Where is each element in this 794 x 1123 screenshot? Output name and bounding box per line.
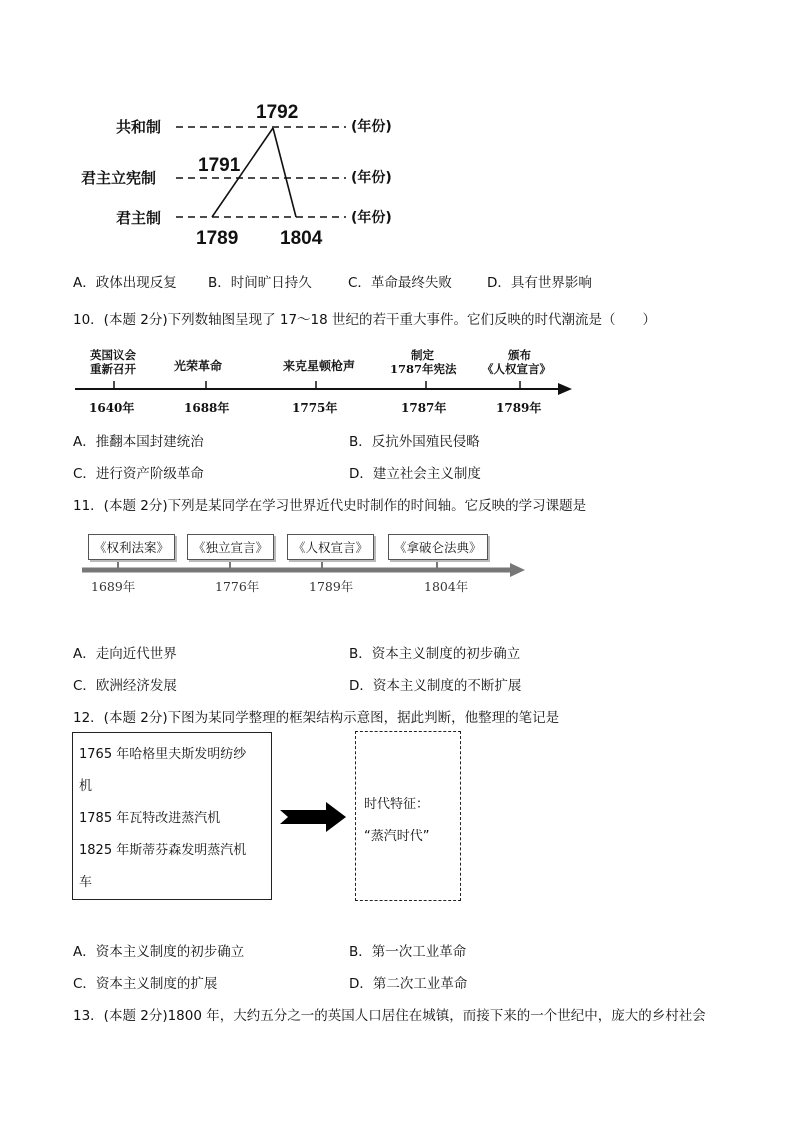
year-unit-1: (年份): [351, 119, 392, 135]
q12-stem: 12．(本题 2分)下图为某同学整理的框架结构示意图，据此判断，他整理的笔记是: [73, 710, 560, 726]
q11-option-d: D．资本主义制度的不断扩展: [349, 678, 522, 694]
q10-event-2: 光荣革命: [174, 359, 223, 373]
q10-event-5-line2: 《人权宣言》: [482, 362, 551, 376]
q12-box-line-5: 车: [79, 875, 93, 890]
q13-stem: 13．(本题 2分)1800 年，大约五分之一的英国人口居住在城镇，而接下来的一个世纪中，庞大的乡村社会: [73, 1008, 706, 1024]
q11-event-1: 《权利法案》: [88, 534, 175, 560]
q12-option-c: C．资本主义制度的扩展: [73, 976, 218, 992]
q10-event-4-line1: 制定: [411, 348, 434, 362]
right-arrow-icon: [280, 802, 348, 832]
q12-option-d: D．第二次工业革命: [349, 976, 468, 992]
row-label-republic: 共和制: [116, 118, 162, 136]
q10-option-a: A．推翻本国封建统治: [73, 434, 204, 450]
q12-box-line-1: 1765 年哈格里夫斯发明纺纱: [79, 747, 247, 762]
row-label-monarchy: 君主制: [116, 209, 162, 227]
q12-inventions-box: [72, 732, 272, 900]
q11-event-3: 《人权宣言》: [287, 534, 374, 560]
q11-year-4: 1804年: [424, 579, 469, 594]
q10-event-5-line1: 颁布: [508, 348, 531, 362]
q10-year-5: 1789年: [496, 401, 542, 415]
q10-year-3: 1775年: [292, 401, 338, 415]
q12-result-line2: “蒸汽时代”: [364, 829, 430, 844]
year-1792: 1792: [256, 102, 299, 123]
year-1804: 1804: [280, 228, 323, 249]
q12-box-line-3: 1785 年瓦特改进蒸汽机: [79, 811, 221, 826]
q11-option-a: A．走向近代世界: [73, 646, 177, 662]
q10-year-4: 1787年: [401, 401, 447, 415]
q11-event-2: 《独立宣言》: [187, 534, 274, 560]
q9-option-d: D．具有世界影响: [487, 275, 592, 291]
q11-year-1: 1689年: [91, 579, 136, 594]
q11-option-b: B．资本主义制度的初步确立: [349, 646, 521, 662]
q10-stem: 10．(本题 2分)下列数轴图呈现了 17～18 世纪的若干重大事件。它们反映的时代潮流是（ ）: [73, 312, 657, 328]
year-unit-3: (年份): [351, 210, 392, 226]
q12-result-line1: 时代特征：: [364, 797, 430, 812]
q10-event-1-line2: 重新召开: [90, 362, 136, 376]
year-1789: 1789: [196, 228, 239, 249]
q10-year-1: 1640年: [89, 401, 135, 415]
q11-stem: 11．(本题 2分)下列是某同学在学习世界近代史时制作的时间轴。它反映的学习课题是: [73, 498, 587, 514]
q9-option-c: C．革命最终失败: [348, 275, 452, 291]
q10-option-d: D．建立社会主义制度: [349, 466, 481, 482]
q11-year-3: 1789年: [309, 579, 354, 594]
q10-event-1-line1: 英国议会: [90, 348, 136, 362]
q11-year-2: 1776年: [215, 579, 260, 594]
q12-box-line-4: 1825 年斯蒂芬森发明蒸汽机: [79, 843, 247, 858]
q10-event-4-line2: 1787年宪法: [390, 362, 457, 376]
q11-event-4: 《拿破仑法典》: [388, 534, 488, 560]
year-1791: 1791: [198, 155, 241, 176]
row-label-constitutional: 君主立宪制: [81, 169, 157, 187]
year-unit-2: (年份): [351, 170, 392, 186]
q12-option-b: B．第一次工业革命: [349, 944, 467, 960]
q12-option-a: A．资本主义制度的初步确立: [73, 944, 245, 960]
q10-option-b: B．反抗外国殖民侵略: [349, 434, 480, 450]
q10-year-2: 1688年: [184, 401, 230, 415]
q9-option-b: B．时间旷日持久: [208, 275, 312, 291]
q10-event-3: 来克星顿枪声: [283, 359, 356, 373]
q12-result-box: [355, 731, 461, 901]
q9-option-a: A．政体出现反复: [73, 275, 177, 291]
q12-box-line-2: 机: [79, 779, 93, 794]
q11-option-c: C．欧洲经济发展: [73, 678, 177, 694]
q10-option-c: C．进行资产阶级革命: [73, 466, 204, 482]
